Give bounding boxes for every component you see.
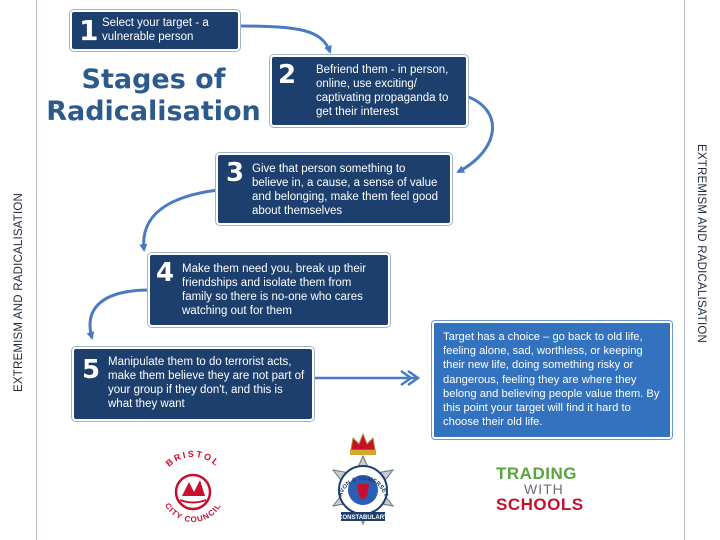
stage-2-number: 2: [278, 60, 297, 90]
stage-4-text: Make them need you, break up their friendships and isolate them from family so there is no-one who cares watching out for them: [182, 263, 367, 317]
choice-text: Target has a choice – go back to old life, feeling alone, sad, worthless, or keeping their new life, doing something risky or dangerous, feeling they are where they belong and believing people value them. By this point your target will find it hard to choose their old life.: [443, 331, 660, 429]
svg-text:AVON & SOMERSET: AVON & SOMERSET: [337, 475, 389, 498]
arrow-3-to-4: [144, 190, 218, 250]
stage-2-text: Befriend them - in person, online, use exciting/ captivating propaganda to get their interest: [316, 64, 449, 118]
stage-4-number: 4: [156, 258, 175, 288]
bristol-city-council-logo: [148, 442, 238, 532]
stage-3-number: 3: [226, 158, 245, 188]
stage-1-text: Select your target - a vulnerable person: [102, 17, 209, 43]
stage-4-box: [148, 253, 390, 327]
stage-1-number: 1: [79, 14, 99, 47]
trading-with-schools-logo: [496, 466, 582, 513]
svg-text:CITY COUNCIL: CITY COUNCIL: [162, 501, 224, 525]
with-word: WITH: [524, 481, 564, 497]
trading-word: TRADING: [496, 464, 577, 483]
arrow-4-to-5: [90, 290, 150, 338]
stage-3-box: [216, 153, 452, 225]
schools-word: SCHOOLS: [496, 495, 584, 514]
svg-text:CONSTABULARY: CONSTABULARY: [338, 515, 388, 521]
svg-text:BRISTOL: BRISTOL: [163, 448, 223, 469]
stage-5-number: 5: [82, 355, 101, 385]
side-label-right: EXTREMISM AND RADICALISATION: [695, 144, 707, 343]
stage-5-text: Manipulate them to do terrorist acts, make them believe they are not part of your group if they don't, and this is what they want: [108, 356, 305, 410]
stage-2-box: [270, 55, 468, 127]
side-label-left: EXTREMISM AND RADICALISATION: [13, 193, 25, 392]
avon-somerset-police-logo: [315, 432, 411, 538]
stage-1-box: [70, 10, 240, 51]
stage-3-text: Give that person something to believe in, a cause, a sense of value and belonging, make them feel good about themselves: [252, 163, 439, 217]
title-line-1: Stages of: [81, 64, 226, 95]
title-line-2: Radicalisation: [46, 96, 261, 127]
stage-5-box: [72, 347, 314, 421]
choice-box: [432, 321, 672, 439]
arrow-1-to-2: [240, 26, 330, 52]
